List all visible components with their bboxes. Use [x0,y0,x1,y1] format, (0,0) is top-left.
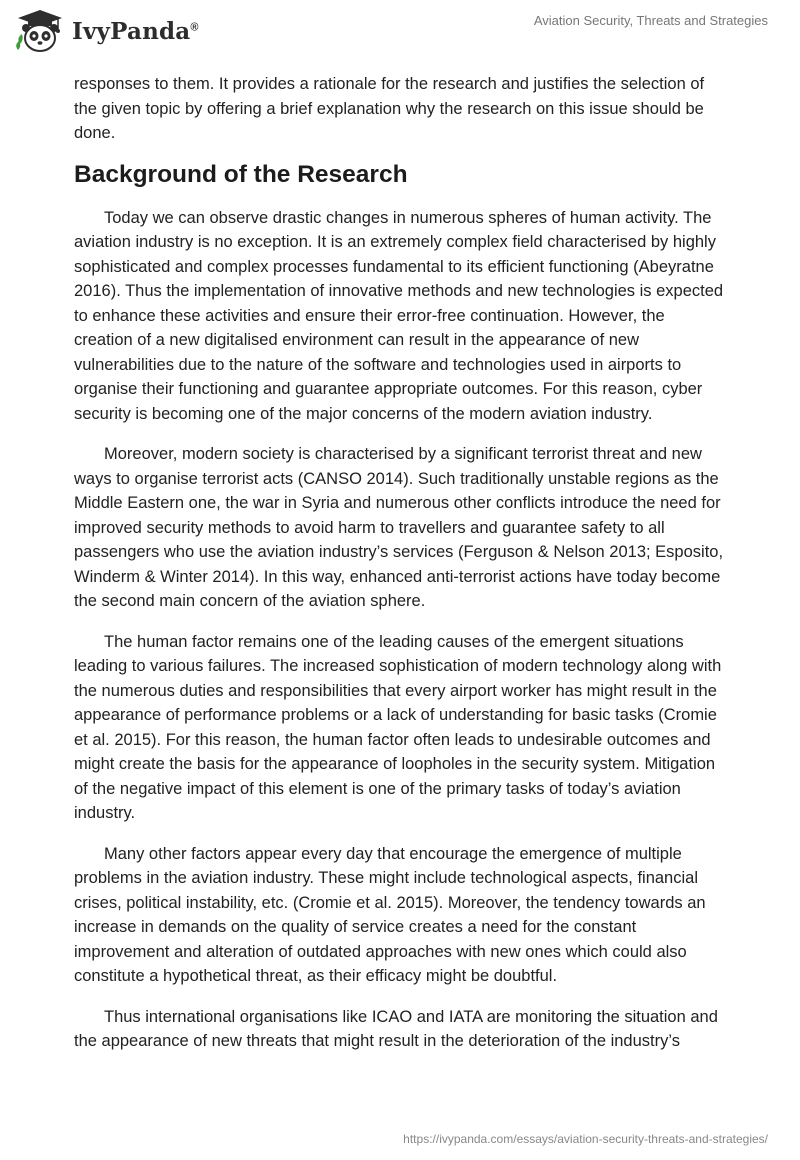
page-header [0,0,800,72]
section-heading: Background of the Research [74,160,408,188]
intro-continuation: responses to them. It provides a rationale for the research and justifies the selection of the given topic by offering a brief explanation why the research on this issue should be done. [74,75,705,142]
brand-logo[interactable] [14,8,199,54]
body-paragraph-5: Thus international organisations like ICAO and IATA are monitoring the situation and the appearance of new threats that might result in the deterioration of the industry’s [74,1007,718,1050]
body-paragraph-4: Many other factors appear every day that encourage the emergence of multiple problems in the aviation industry. These might include technological aspects, financial crises, political instability, etc. (Cromie et al. 2015). Moreover, the tendency towards an increase in demands on the quality of service creates a need for the constant improvement and alteration of outdated approaches with new ones which could also constitute a hypothetical threat, as their efficacy might be doubtful. [74,844,706,985]
panda-graduate-logo-icon [14,8,66,54]
brand-name: IvyPanda® [72,17,199,45]
body-paragraph-2: Moreover, modern society is characterised by a significant terrorist threat and new ways to organise terrorist acts (CANSO 2014). Such traditionally unstable regions as the Middle Eastern one, the war in Syria and numerous other conflicts introduce the need for improved security methods to avoid harm to travellers and guarantee safety to all passengers who use the aviation industry’s services (Ferguson & Nelson 2013; Esposito, Winderm & Winter 2014). In this way, enhanced anti-terrorist actions have today become the second main concern of the aviation sphere. [74,445,724,610]
source-url[interactable]: https://ivypanda.com/essays/aviation-security-threats-and-strategies/ [403,1132,768,1146]
brand-registered-mark: ® [190,20,199,33]
body-paragraph-1: Today we can observe drastic changes in numerous spheres of human activity. The aviation industry is no exception. It is an extremely complex field characterised by highly sophisticated and complex processes fundamental to its efficient functioning (Abeyratne 2016). Thus the implementation of innovative methods and new technologies is expected to enhance these activities and ensure their error-free continuation. However, the creation of a new digitalised environment can result in the appearance of new vulnerabilities due to the nature of the software and technologies used in airports to organise their functioning and guarantee appropriate outcomes. For this reason, cyber security is becoming one of the major concerns of the modern aviation industry. [74,208,724,423]
body-paragraph-3: The human factor remains one of the leading causes of the emergent situations leading to various failures. The increased sophistication of modern technology along with the numerous duties and responsibilities that every airport worker has might result in the appearance of performance problems or a lack of understanding for basic tasks (Cromie et al. 2015). For this reason, the human factor often leads to undesirable outcomes and might create the basis for the appearance of loopholes in the security system. Mitigation of the negative impact of this element is one of the primary tasks of today’s aviation industry. [74,632,722,822]
essay-body [74,72,724,1070]
running-title: Aviation Security, Threats and Strategies [533,13,768,28]
